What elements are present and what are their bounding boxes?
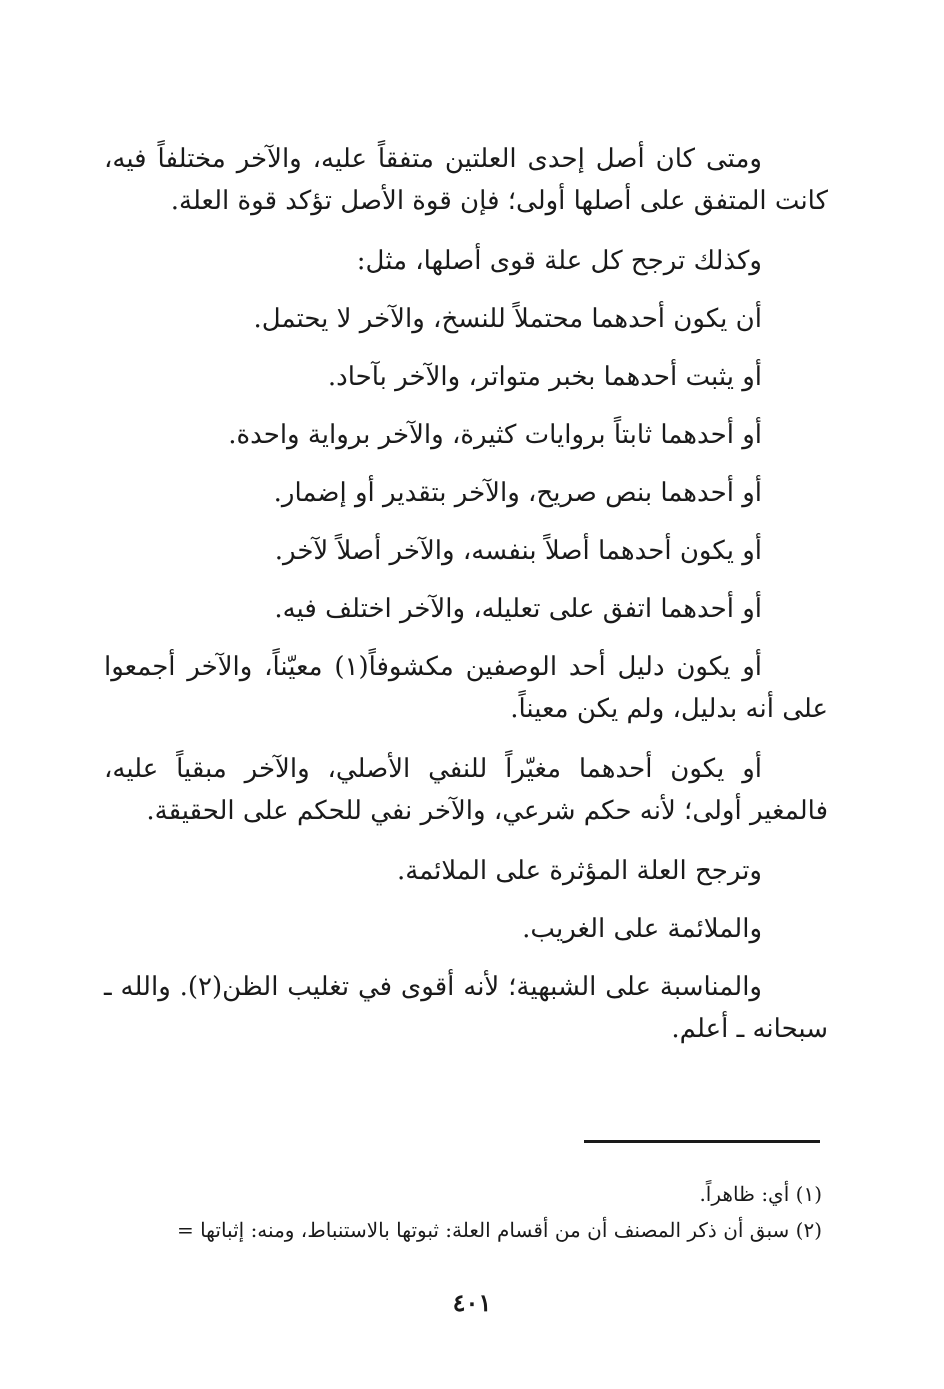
- paragraph-8: أو أحدهما اتفق على تعليله، والآخر اختلف فيه.: [274, 594, 762, 624]
- paragraph-10: أو يكون أحدهما مغيّراً للنفي الأصلي، والآخر مبقياً عليه، فالمغير أولى؛ لأنه حكم شرعي، والآخر نفي للحكم على الحقيقة.: [104, 754, 828, 826]
- paragraph-5: أو أحدهما ثابتاً بروايات كثيرة، والآخر برواية واحدة.: [228, 420, 762, 450]
- footnotes: [104, 1176, 822, 1248]
- footnote-1: (١) أي: ظاهراً.: [699, 1182, 822, 1206]
- paragraph-1: ومتى كان أصل إحدى العلتين متفقاً عليه، والآخر مختلفاً فيه، كانت المتفق على أصلها أولى؛ فإن قوة الأصل تؤكد قوة العلة.: [104, 144, 828, 216]
- paragraph-7: أو يكون أحدهما أصلاً بنفسه، والآخر أصلاً لآخر.: [274, 536, 762, 566]
- footnote-2: (٢) سبق أن ذكر المصنف أن من أقسام العلة: ثبوتها بالاستنباط، ومنه: إثباتها =: [176, 1218, 822, 1242]
- paragraph-9: أو يكون دليل أحد الوصفين مكشوفاً(١) معيّناً، والآخر أجمعوا على أنه بدليل، ولم يكن معيناً.: [104, 652, 828, 724]
- paragraph-13: والمناسبة على الشبهية؛ لأنه أقوى في تغليب الظن(٢). والله ـ سبحانه ـ أعلم.: [104, 972, 828, 1044]
- paragraph-12: والملائمة على الغريب.: [522, 914, 762, 944]
- paragraph-4: أو يثبت أحدهما بخبر متواتر، والآخر بآحاد.: [327, 362, 762, 392]
- page-number: ٤٠١: [452, 1288, 492, 1317]
- footnote-divider: [584, 1140, 820, 1143]
- paragraph-11: وترجح العلة المؤثرة على الملائمة.: [396, 856, 762, 886]
- paragraph-3: أن يكون أحدهما محتملاً للنسخ، والآخر لا يحتمل.: [253, 304, 762, 334]
- paragraph-2: وكذلك ترجح كل علة قوى أصلها، مثل:: [356, 246, 762, 276]
- main-text: [104, 138, 828, 1050]
- paragraph-6: أو أحدهما بنص صريح، والآخر بتقدير أو إضمار.: [273, 478, 762, 508]
